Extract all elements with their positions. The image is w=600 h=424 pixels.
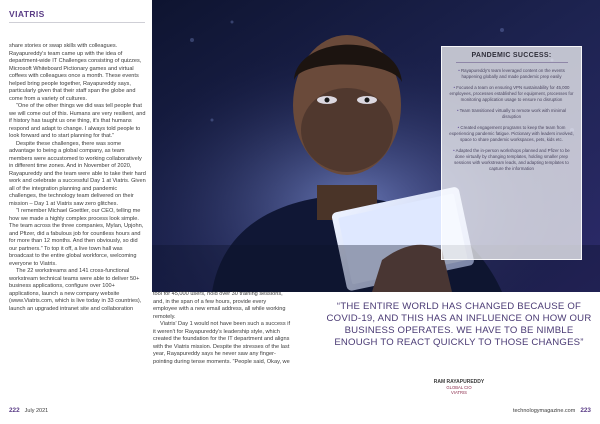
site-url: technologymagazine.com <box>512 408 576 414</box>
footer-left <box>9 407 48 414</box>
attribution-company: VIATRIS <box>451 390 467 396</box>
paragraph: The 22 workstreams and 141 cross-functional workstream technical teams were able to deliver 50+ business applications, configure over 100+ applications, launch a new company website (www.Viatris.com, which is live today in 33 countries), launch an upgraded intranet site and collaboration <box>9 268 142 312</box>
page-number-right: 223 <box>580 407 591 414</box>
paragraph: tool for 45,000 users, hold over 30 training sessions, and, in the span of a few hours, provide every employee with a new email address, all while working remotely. <box>153 291 286 320</box>
paragraph: Viatris' Day 1 would not have been such a success if it weren't for Rayapureddy's leadership style, which created the foundation for the IT department and aligns with the Viatris mission. Despite the stresses of the last year, Rayapureddy says he never saw any finger-pointing during tense moments. “People said, Okay, we <box>153 321 291 365</box>
footer-right <box>513 407 591 414</box>
list-item: • Rayapureddy's team leveraged content on the events happening globally and made pandemic prep easily <box>458 68 565 79</box>
header-divider <box>9 22 145 23</box>
page-number-left: 222 <box>9 407 20 414</box>
sidebar-title: PANDEMIC SUCCESS: <box>471 52 552 59</box>
list-item: • Team transitioned virtually to remote work with minimal disruption <box>456 108 567 119</box>
quote-attribution <box>430 379 488 396</box>
issue-date: July 2021 <box>24 408 49 414</box>
bullet-icon: • <box>453 148 456 153</box>
list-item: • Focused a team on ensuring VPN sustainability for 45,000 employees, processes established for equipment, processes for monitoring application usage to ensure no disruption <box>449 85 574 102</box>
paragraph: “One of the other things we did was tell people that we will come out of this. Humans are very resilient, and if history has taught us one thing, it's that humans respond and adapt to change. I always told people to look forward and to start planning for that.” <box>9 103 146 139</box>
bullet-icon: • <box>456 108 460 113</box>
paragraph: share stories or swap skills with colleagues. Rayapureddy's team came up with the idea of department-wide IT Challenges consisting of quizzes, Microsoft Whiteboard Pictionary games and virtual coffees with colleagues once a month. These events helped bring people together, Rayapureddy says, particularly given that their staff span the globe and come from a variety of cultures. <box>9 43 142 102</box>
bullet-icon: • <box>458 68 461 73</box>
attribution-role: GLOBAL CIO <box>446 385 472 390</box>
attribution-name: RAM RAYAPUREDDY <box>433 379 485 385</box>
brand-header: VIATRIS <box>9 9 45 19</box>
list-item: • Adapted the in-person workshops planned and Pfizer to be done virtually by changing templates, holding smaller prep sessions with workstream leads, and adapting templates to capture the information <box>453 148 570 171</box>
bullet-icon: • <box>457 125 461 130</box>
list-item: • Created engagement programs to keep the team from experiencing pandemic fatigue. Pictionary with leaders involved, space to share pandemic workspaces, pets, kids etc. <box>449 125 574 142</box>
article-column-1 <box>9 43 146 313</box>
sidebar-divider <box>456 62 568 63</box>
sidebar-list <box>442 66 581 175</box>
paragraph: “I remember Michael Goettler, our CEO, telling me how we made a highly complex process look simple. The team across the three companies, Mylan, Upjohn, and Pfizer, did a fabulous job for countless hours and for more than 12 months. And then obviously, so did our partners.” To top it off, a live town hall was broadcast to the entire global workforce, welcoming everyone to Viatris. <box>9 208 144 267</box>
article-column-2 <box>153 291 291 366</box>
pandemic-success-box <box>441 46 582 260</box>
paragraph: Despite these challenges, there was some advantage to being a global company, as team members were accustomed to working collaboratively in different time zones. And in November of 2020, Rayapureddy and the team were able to take their hard work and celebrate a successful Day 1 at Viatris. Given all of the integration planning and pandemic challenges, the technology team delivered on their mission – Day 1 at Viatris saw zero glitches. <box>9 140 146 207</box>
bullet-icon: • <box>453 85 457 90</box>
pull-quote: “THE ENTIRE WORLD HAS CHANGED BECAUSE OF COVID-19, AND THIS HAS AN INFLUENCE ON HOW OUR BUSINESS OPERATES. WE HAVE TO BE NIMBLE ENOUGH TO REACT QUICKLY TO THOSE CHANGES” <box>326 301 592 348</box>
